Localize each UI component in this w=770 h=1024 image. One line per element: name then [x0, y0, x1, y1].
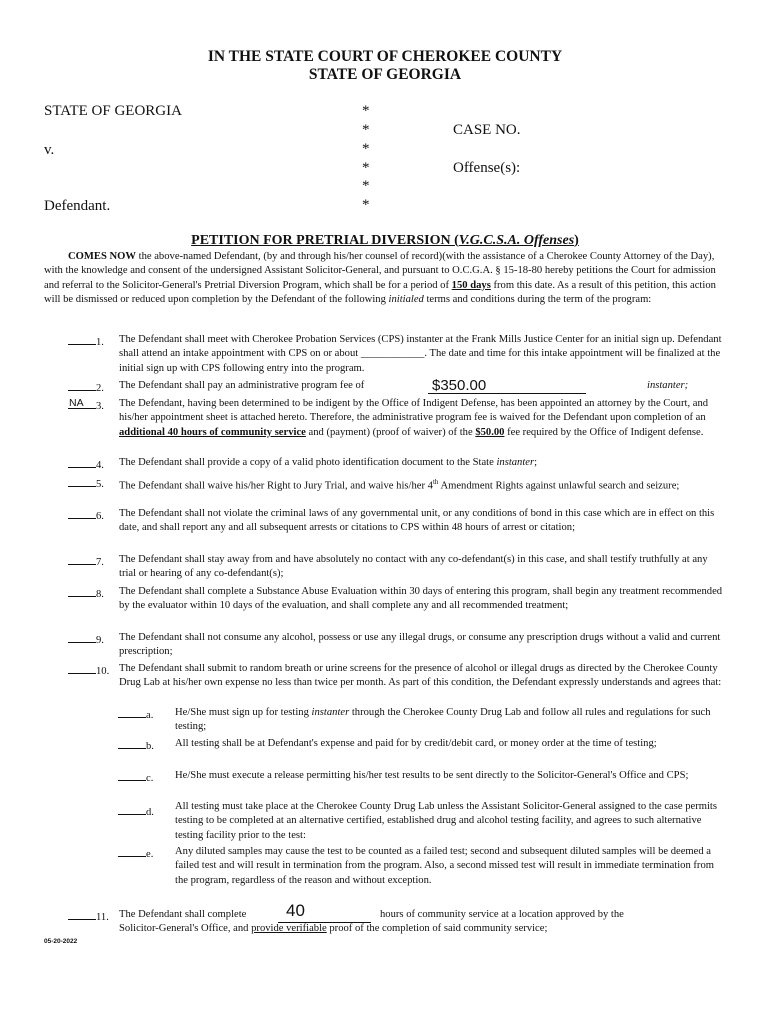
caption-star: *: [362, 160, 370, 176]
initial-blank[interactable]: [118, 769, 146, 781]
initial-blank[interactable]: [68, 456, 96, 468]
case-number-label: CASE NO.: [453, 122, 521, 138]
offense-label: Offense(s):: [453, 160, 521, 176]
caption-star: *: [362, 103, 370, 119]
condition-11-continuation: hours of community service at a location approved by the: [380, 909, 624, 920]
initial-blank[interactable]: [68, 631, 96, 643]
versus-label: v.: [44, 142, 55, 158]
caption-star: *: [362, 122, 370, 138]
caption-star: *: [362, 141, 370, 157]
initial-blank[interactable]: [118, 706, 146, 718]
condition-11-line2: Solicitor-General's Office, and provide verifiable proof of the completion of said community service;: [119, 923, 548, 934]
defendant-label: Defendant.: [44, 198, 111, 214]
plaintiff-name: STATE OF GEORGIA: [44, 103, 182, 119]
initial-blank[interactable]: [68, 585, 96, 597]
caption-star: *: [362, 178, 370, 194]
initial-blank[interactable]: [68, 475, 96, 487]
initial-blank[interactable]: [68, 908, 96, 920]
initial-blank[interactable]: [68, 379, 96, 391]
intro-paragraph: COMES NOW the above-named Defendant, (by and through his/her counsel of record)(with the assistance of a Cherokee County Attorney of the Day), with the knowledge and consent of the undersigned Assistant Solicitor-General, and pursuant to O.C.G.A. § 15-18-80 hereby petitions the Court for admission and referral to the Solicitor-General's Pretrial Diversion Program, which shall be for a period of 150 days from this date. As a result of this petition, this action will be dismissed or reduced upon completion by the Defendant of the following initialed terms and conditions during the term of the program:: [44, 251, 716, 306]
instanter-label: instanter;: [647, 380, 689, 391]
initial-blank[interactable]: [68, 333, 96, 345]
initial-blank[interactable]: [68, 662, 96, 674]
revision-date: 05-20-2022: [44, 938, 78, 945]
state-heading: STATE OF GEORGIA: [308, 66, 462, 83]
caption-star: *: [362, 197, 370, 213]
initial-blank[interactable]: [68, 507, 96, 519]
community-hours-field[interactable]: 40: [286, 901, 305, 920]
initial-blank[interactable]: [118, 803, 146, 815]
initial-blank[interactable]: [118, 845, 146, 857]
court-heading: IN THE STATE COURT OF CHEROKEE COUNTY: [207, 48, 563, 65]
initial-blank[interactable]: [68, 553, 96, 565]
petition-title: PETITION FOR PRETRIAL DIVERSION (V.G.C.S.A. Offenses): [191, 233, 579, 248]
initial-blank[interactable]: [118, 737, 146, 749]
program-fee-field[interactable]: $350.00: [432, 377, 487, 394]
item3-initial-field[interactable]: NA: [69, 397, 84, 409]
